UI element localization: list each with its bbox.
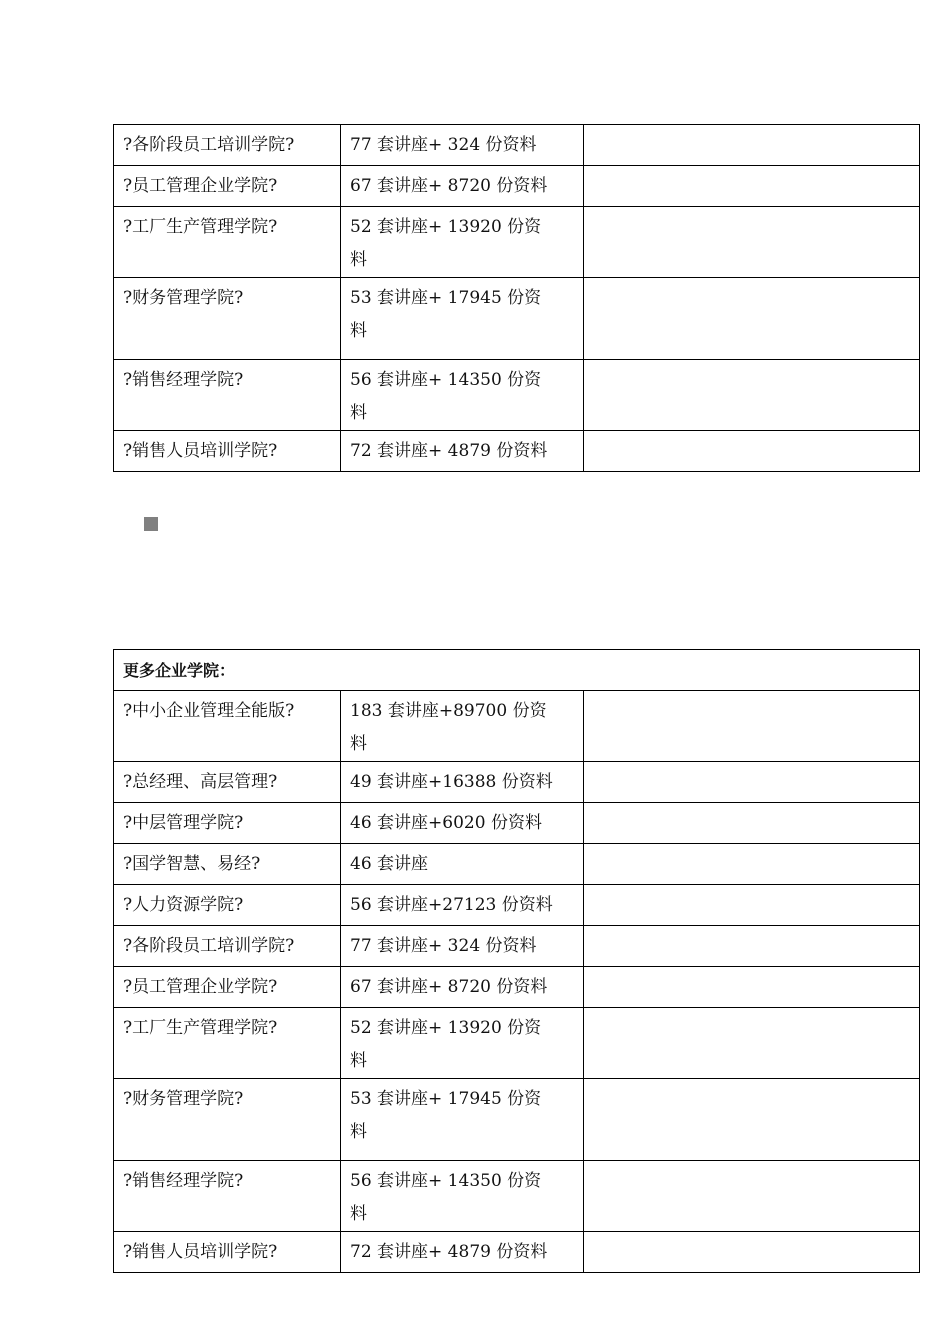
academy-extra-cell: [584, 967, 920, 1008]
academy-extra-cell: [584, 885, 920, 926]
table-row: [114, 762, 920, 803]
academy-name-cell: ?员工管理企业学院?: [114, 967, 341, 1008]
academy-name-cell: ?销售人员培训学院?: [114, 431, 341, 472]
table-row: [114, 166, 920, 207]
table-row: [114, 431, 920, 472]
square-bullet-icon: [144, 517, 158, 531]
table-row: [114, 926, 920, 967]
table-row: [114, 207, 920, 278]
academy-extra-cell: [584, 1079, 920, 1161]
academy-content-cell: 67 套讲座+ 8720 份资料: [341, 166, 584, 207]
table-header-row: [114, 650, 920, 691]
table-row: [114, 360, 920, 431]
table-header: 更多企业学院：: [114, 650, 920, 691]
academy-extra-cell: [584, 431, 920, 472]
academy-name-cell: ?工厂生产管理学院?: [114, 207, 341, 278]
academy-extra-cell: [584, 844, 920, 885]
academy-table-more-body: [114, 650, 920, 1273]
academy-name-cell: ?销售经理学院?: [114, 360, 341, 431]
academy-content-cell: 56 套讲座+ 14350 份资料: [341, 1161, 584, 1232]
academy-extra-cell: [584, 360, 920, 431]
table-row: [114, 803, 920, 844]
academy-table-more: [113, 649, 920, 1273]
academy-name-cell: ?销售人员培训学院?: [114, 1232, 341, 1273]
academy-name-cell: ?财务管理学院?: [114, 1079, 341, 1161]
academy-table-top: [113, 124, 920, 472]
academy-name-cell: ?销售经理学院?: [114, 1161, 341, 1232]
table-row: [114, 691, 920, 762]
academy-extra-cell: [584, 1232, 920, 1273]
academy-name-cell: ?各阶段员工培训学院?: [114, 125, 341, 166]
academy-content-cell: 67 套讲座+ 8720 份资料: [341, 967, 584, 1008]
academy-content-cell: 77 套讲座+ 324 份资料: [341, 125, 584, 166]
academy-extra-cell: [584, 1161, 920, 1232]
academy-content-cell: 49 套讲座+16388 份资料: [341, 762, 584, 803]
academy-content-cell: 52 套讲座+ 13920 份资料: [341, 1008, 584, 1079]
academy-extra-cell: [584, 278, 920, 360]
table-row: [114, 278, 920, 360]
academy-content-cell: 77 套讲座+ 324 份资料: [341, 926, 584, 967]
table-row: [114, 1079, 920, 1161]
academy-name-cell: ?国学智慧、易经?: [114, 844, 341, 885]
academy-extra-cell: [584, 207, 920, 278]
academy-name-cell: ?中层管理学院?: [114, 803, 341, 844]
table-row: [114, 1232, 920, 1273]
table-row: [114, 844, 920, 885]
table-row: [114, 1161, 920, 1232]
academy-extra-cell: [584, 166, 920, 207]
academy-content-cell: 52 套讲座+ 13920 份资料: [341, 207, 584, 278]
academy-content-cell: 53 套讲座+ 17945 份资料: [341, 278, 584, 360]
academy-name-cell: ?财务管理学院?: [114, 278, 341, 360]
academy-name-cell: ?各阶段员工培训学院?: [114, 926, 341, 967]
academy-content-cell: 183 套讲座+89700 份资料: [341, 691, 584, 762]
academy-extra-cell: [584, 1008, 920, 1079]
academy-extra-cell: [584, 926, 920, 967]
academy-name-cell: ?员工管理企业学院?: [114, 166, 341, 207]
academy-content-cell: 46 套讲座: [341, 844, 584, 885]
table-row: [114, 125, 920, 166]
academy-extra-cell: [584, 762, 920, 803]
academy-content-cell: 56 套讲座+27123 份资料: [341, 885, 584, 926]
academy-name-cell: ?工厂生产管理学院?: [114, 1008, 341, 1079]
academy-extra-cell: [584, 125, 920, 166]
table-row: [114, 1008, 920, 1079]
academy-extra-cell: [584, 691, 920, 762]
academy-name-cell: ?人力资源学院?: [114, 885, 341, 926]
academy-content-cell: 46 套讲座+6020 份资料: [341, 803, 584, 844]
academy-name-cell: ?总经理、高层管理?: [114, 762, 341, 803]
academy-table-top-body: [114, 125, 920, 472]
academy-content-cell: 53 套讲座+ 17945 份资料: [341, 1079, 584, 1161]
academy-name-cell: ?中小企业管理全能版?: [114, 691, 341, 762]
academy-content-cell: 72 套讲座+ 4879 份资料: [341, 1232, 584, 1273]
academy-content-cell: 72 套讲座+ 4879 份资料: [341, 431, 584, 472]
table-row: [114, 885, 920, 926]
academy-extra-cell: [584, 803, 920, 844]
table-row: [114, 967, 920, 1008]
academy-content-cell: 56 套讲座+ 14350 份资料: [341, 360, 584, 431]
